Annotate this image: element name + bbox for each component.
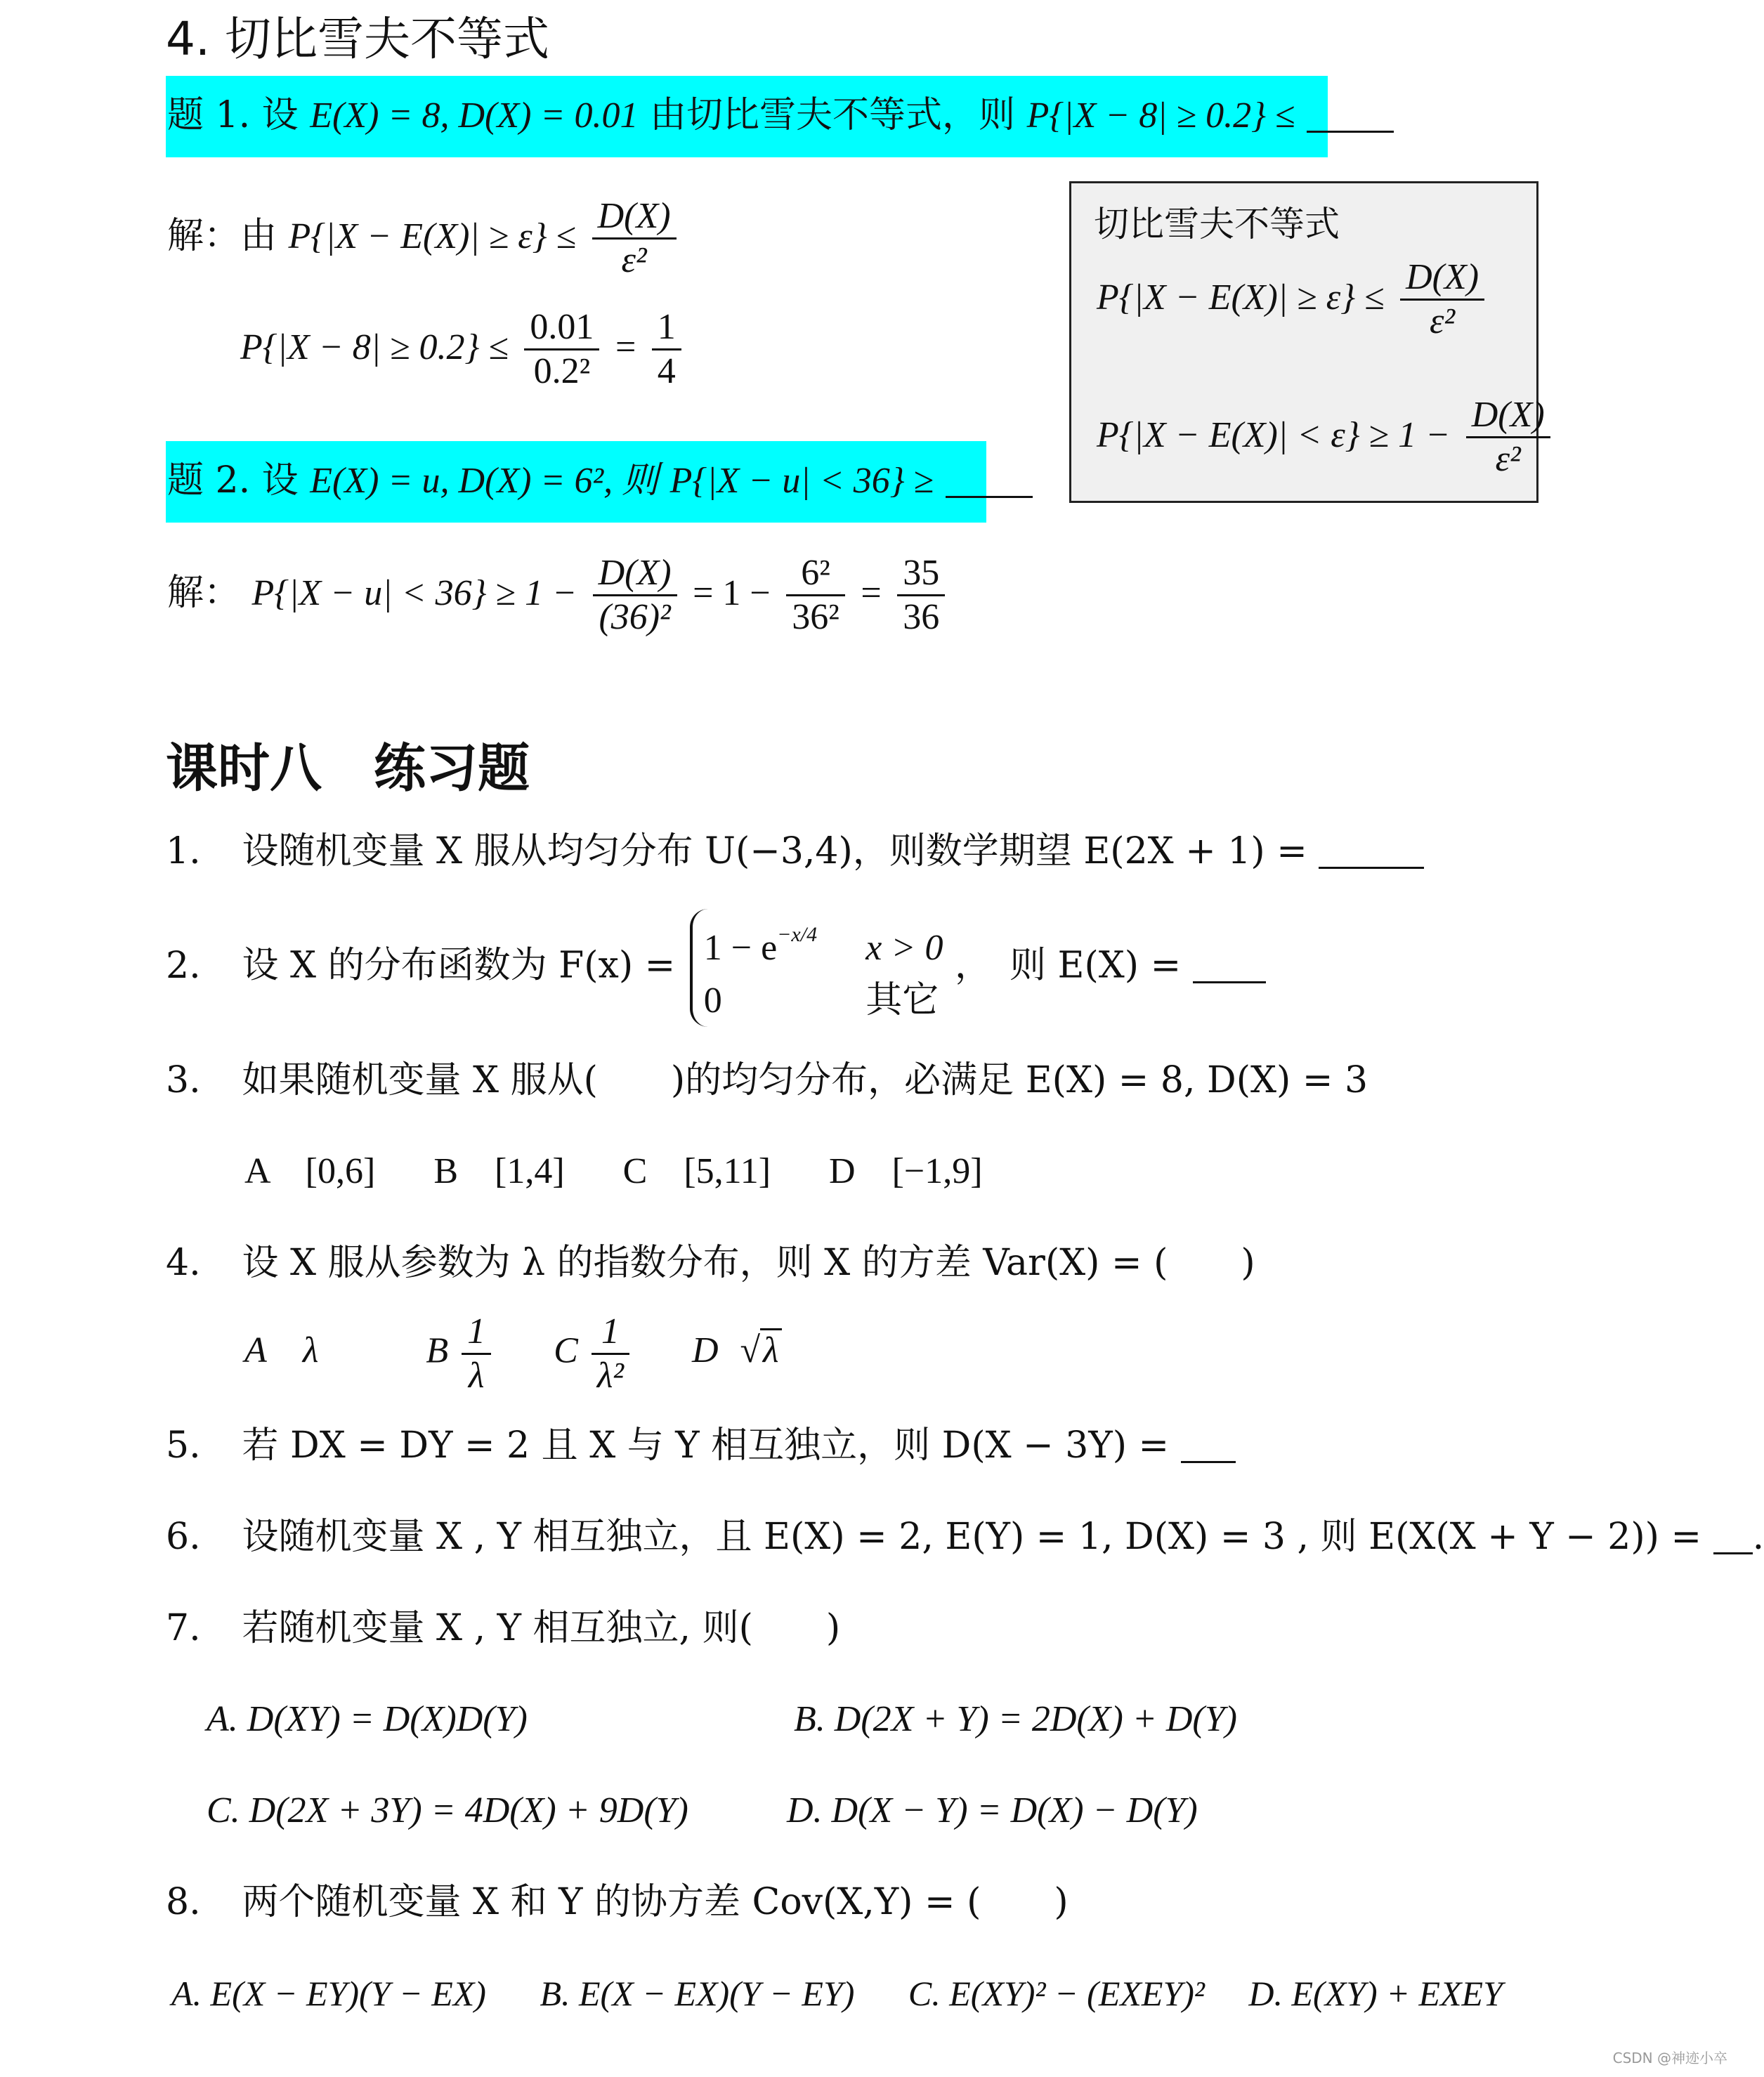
exercise-2 [166, 909, 1266, 1027]
exercise-4-options [244, 1311, 831, 1397]
exercise-2-case2-cond: 其它 [865, 979, 939, 1021]
exercise-3-number: 3. [166, 1059, 201, 1101]
exercise-1-text: 设随机变量 X 服从均匀分布 U(−3,4)，则数学期望 E(2X + 1) = [242, 830, 1307, 872]
exercise-4-option-b[interactable] [426, 1311, 495, 1397]
exercise-6 [166, 1514, 1764, 1559]
q2-answer-blank[interactable] [946, 462, 1033, 498]
q2-f1-den: (36)² [599, 597, 671, 637]
box-formula-2 [1097, 394, 1555, 480]
exercise-8-option-c[interactable]: C. E(XY)² − (EXEY)² [908, 1974, 1205, 2013]
q1-sol1-fraction [592, 195, 677, 282]
exercise-8-text: 两个随机变量 X 和 Y 的协方差 Cov(X,Y) = ( ) [242, 1881, 1069, 1923]
exercise-5 [166, 1423, 1236, 1468]
exercise-2-case2: 0 [703, 981, 722, 1021]
q1-sol1-den: ε² [621, 240, 647, 280]
q2-f2-den: 36² [792, 597, 839, 637]
exercise-2-case1: 1 − e [703, 928, 778, 968]
q2-f1 [593, 552, 677, 638]
exercise-4-option-d-label: D [691, 1330, 719, 1371]
exercise-4-option-c[interactable] [554, 1311, 634, 1397]
q1-expr: P{|X − 8| ≥ 0.2} ≤ [1026, 96, 1295, 136]
q1-sol2-rnum: 1 [652, 306, 681, 350]
exercise-8-number: 8. [166, 1881, 201, 1923]
box-f1-fraction [1400, 256, 1484, 343]
q2-sol-lhs: P{|X − u| < 36} ≥ 1 − [251, 573, 577, 613]
exercise-2-number: 2. [166, 944, 201, 987]
exercise-5-text: 若 DX = DY = 2 且 X 与 Y 相互独立，则 D(X − 3Y) = [242, 1424, 1170, 1467]
exercise-7-option-c[interactable]: C. D(2X + 3Y) = 4D(X) + 9D(Y) [207, 1790, 688, 1830]
q1-sol2-fraction [524, 306, 599, 393]
q2-solution [167, 552, 949, 638]
exercise-1-blank[interactable] [1319, 833, 1424, 869]
exercise-4-text: 设 X 服从参数为 λ 的指数分布，则 X 的方差 Var(X) = ( ) [242, 1242, 1255, 1284]
q1-sol1-lhs: P{|X − E(X)| ≥ ε} ≤ [288, 216, 577, 256]
box-f2-num: D(X) [1466, 394, 1550, 438]
exercise-4-option-a[interactable]: A λ [244, 1330, 319, 1371]
exercise-4-number: 4. [166, 1242, 201, 1284]
exercise-6-blank[interactable] [1713, 1519, 1753, 1554]
q1-sol1-num: D(X) [592, 195, 677, 240]
exercise-4-option-c-label: C [554, 1330, 578, 1371]
q2-f2 [786, 552, 845, 638]
exercise-8-option-b[interactable]: B. E(X − EX)(Y − EY) [540, 1974, 855, 2013]
section-title: 4. 切比雪夫不等式 [166, 12, 549, 66]
q1-line [167, 93, 1394, 138]
exercise-7-option-a[interactable]: A. D(XY) = D(X)D(Y) [207, 1699, 528, 1739]
lesson-title: 课时八 练习题 [166, 738, 530, 799]
exercise-3-option-d[interactable]: D [−1,9] [829, 1151, 983, 1191]
q2-eq2: = [861, 573, 882, 613]
exercise-4-option-b-label: B [426, 1330, 449, 1371]
q2-f1-num: D(X) [593, 552, 677, 596]
exercise-4-option-d-value: λ [760, 1328, 782, 1370]
box-f1-lhs: P{|X − E(X)| ≥ ε} ≤ [1097, 277, 1385, 317]
q1-label: 题 1. 设 [167, 94, 299, 136]
exercise-2-post: ， 则 E(X) = [955, 944, 1182, 987]
exercise-7-number: 7. [166, 1607, 201, 1649]
q1-sol2-rden: 4 [657, 351, 676, 391]
exercise-2-case1-cond: x > 0 [865, 928, 943, 968]
box-f2-fraction [1466, 394, 1550, 480]
q1-sol2-num: 0.01 [524, 306, 599, 350]
exercise-4 [166, 1240, 1255, 1285]
q2-expr: P{|X − u| < 36} ≥ [669, 461, 934, 501]
exercise-5-blank[interactable] [1181, 1427, 1236, 1463]
q2-f3 [897, 552, 945, 638]
exercise-2-piecewise [690, 909, 943, 1027]
exercise-4-option-d[interactable]: D √λ [692, 1328, 782, 1373]
exercise-2-case1-exp: −x/4 [777, 923, 818, 946]
box-f1-den: ε² [1429, 301, 1456, 341]
exercise-4-option-b-fraction [462, 1311, 491, 1397]
exercise-8 [166, 1880, 1069, 1925]
exercise-3-option-c[interactable]: C [5,11] [622, 1151, 771, 1191]
exercise-4-option-c-fraction [592, 1311, 629, 1397]
exercise-4-option-b-den: λ [468, 1356, 485, 1396]
q1-solution-line-2 [240, 306, 686, 393]
exercise-4-option-c-num: 1 [592, 1311, 629, 1355]
q1-cond: E(X) = 8, D(X) = 0.01 [310, 96, 639, 136]
box-f1-num: D(X) [1400, 256, 1484, 301]
q1-answer-blank[interactable] [1307, 97, 1394, 133]
exercise-7-option-d[interactable]: D. D(X − Y) = D(X) − D(Y) [787, 1790, 1198, 1830]
exercise-6-end: . [1752, 1516, 1764, 1558]
exercise-5-number: 5. [166, 1424, 201, 1467]
exercise-3-text: 如果随机变量 X 服从( )的均匀分布，必满足 E(X) = 8, D(X) = 3 [242, 1059, 1368, 1101]
exercise-1 [166, 829, 1424, 874]
exercise-6-text: 设随机变量 X , Y 相互独立，且 E(X) = 2, E(Y) = 1, D(X) = 3 , 则 E(X(X + Y − 2)) = [242, 1516, 1702, 1558]
box-f2-lhs: P{|X − E(X)| < ε} ≥ 1 − [1097, 415, 1451, 455]
exercise-7 [166, 1606, 840, 1651]
box-formula-1 [1097, 256, 1489, 343]
exercise-2-pre: 设 X 的分布函数为 F(x) = [242, 944, 676, 987]
exercise-6-number: 6. [166, 1516, 201, 1558]
q2-sol-label: 解： [167, 572, 241, 614]
q2-line [167, 458, 1033, 504]
exercise-4-option-b-num: 1 [462, 1311, 491, 1355]
exercise-7-text: 若随机变量 X , Y 相互独立, 则( ) [242, 1607, 841, 1649]
q2-cond: E(X) = u, D(X) = 6², 则 [310, 461, 659, 501]
q2-eq1: = 1 − [693, 573, 771, 613]
q1-sol2-result [652, 306, 681, 393]
box-title: 切比雪夫不等式 [1094, 204, 1340, 244]
exercise-3-option-b[interactable]: B [1,4] [433, 1151, 565, 1191]
q2-label: 题 2. 设 [167, 459, 299, 502]
box-f2-den: ε² [1495, 439, 1521, 479]
exercise-8-option-a[interactable]: A. E(X − EY)(Y − EX) [171, 1974, 486, 2013]
q1-sol2-lhs: P{|X − 8| ≥ 0.2} ≤ [240, 327, 509, 367]
exercise-3 [166, 1058, 1368, 1103]
exercise-3-option-a[interactable]: A [0,6] [244, 1151, 376, 1191]
chebyshev-formula-box [1069, 181, 1545, 503]
q2-f3-den: 36 [903, 597, 940, 637]
exercise-8-option-d[interactable]: D. E(XY) + EXEY [1248, 1974, 1503, 2013]
q1-solution-line-1 [167, 195, 681, 282]
exercise-4-option-c-den: λ² [596, 1356, 624, 1396]
exercise-8-options [171, 1971, 1503, 2016]
q1-mid: 由切比雪夫不等式，则 [650, 94, 1016, 136]
q2-f3-num: 35 [897, 552, 945, 596]
q1-sol-label: 解：由 [167, 215, 277, 257]
exercise-2-blank[interactable] [1193, 948, 1266, 983]
watermark: CSDN @神迹小卒 [1612, 2050, 1727, 2066]
exercise-1-number: 1. [166, 830, 201, 872]
exercise-3-options [244, 1149, 1032, 1194]
q1-sol2-eq: = [615, 327, 636, 367]
q2-f2-num: 6² [786, 552, 845, 596]
q1-sol2-den: 0.2² [533, 351, 591, 391]
exercise-7-option-b[interactable]: B. D(2X + Y) = 2D(X) + D(Y) [794, 1699, 1237, 1739]
